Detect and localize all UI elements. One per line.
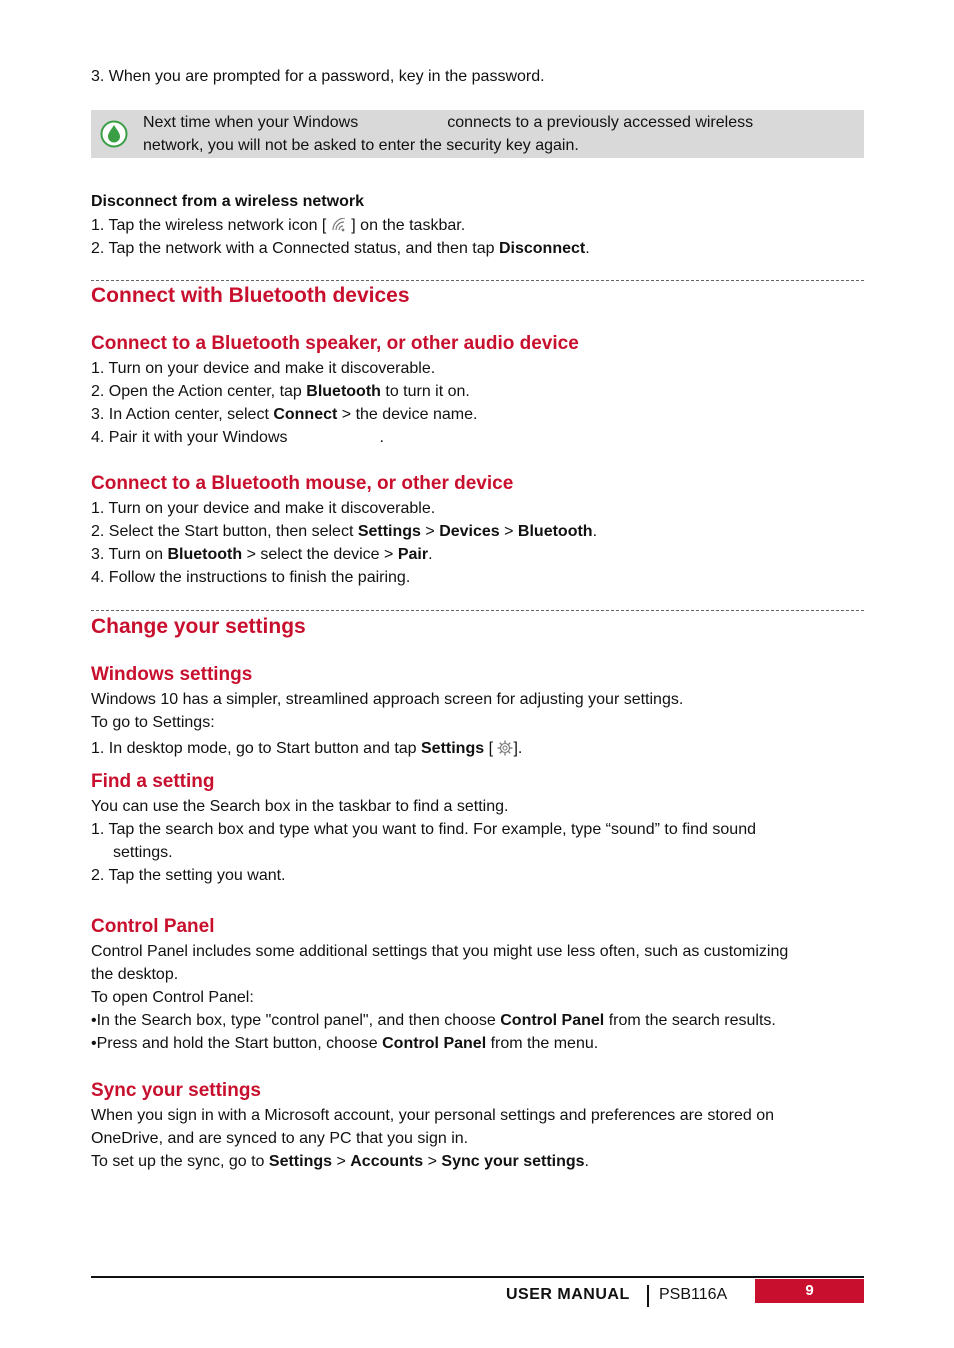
control-panel-p2: To open Control Panel: — [91, 989, 254, 1006]
control-panel-bullet-1: •In the Search box, type "control panel", and then choose Control Panel from the search results. — [91, 1012, 776, 1029]
bt-mouse-step-4: 4. Follow the instructions to finish the pairing. — [91, 569, 411, 586]
find-setting-step-1-cont: settings. — [113, 844, 173, 861]
find-setting-step-1: 1. Tap the search box and type what you want to find. For example, type “sound” to find sound — [91, 821, 756, 838]
page-number: 9 — [805, 1282, 814, 1299]
bt-audio-step-1: 1. Turn on your device and make it discoverable. — [91, 360, 436, 377]
windows-settings-p2: To go to Settings: — [91, 714, 215, 731]
wifi-icon — [331, 218, 347, 232]
control-panel-p1: Control Panel includes some additional settings that you might use less often, such as customizing — [91, 943, 789, 960]
find-setting-p1: You can use the Search box in the taskbar to find a setting. — [91, 798, 509, 815]
section-divider — [91, 280, 864, 281]
disconnect-step-2: 2. Tap the network with a Connected status, and then tap Disconnect. — [91, 240, 590, 257]
bt-mouse-step-1: 1. Turn on your device and make it discoverable. — [91, 500, 436, 517]
windows-settings-step-1: 1. In desktop mode, go to Start button and tap Settings [ ]. — [91, 740, 523, 757]
bt-mouse-step-3: 3. Turn on Bluetooth > select the device > Pair. — [91, 546, 433, 563]
bt-audio-step-3: 3. In Action center, select Connect > the device name. — [91, 406, 478, 423]
sync-settings-heading: Sync your settings — [91, 1080, 261, 1101]
bt-audio-heading: Connect to a Bluetooth speaker, or other audio device — [91, 333, 579, 354]
bt-audio-step-4: 4. Pair it with your Windows . — [91, 429, 384, 446]
green-drop-icon — [100, 120, 128, 148]
bt-mouse-heading: Connect to a Bluetooth mouse, or other device — [91, 473, 514, 494]
footer-rule — [91, 1276, 864, 1278]
sync-settings-p1: When you sign in with a Microsoft account, your personal settings and preferences are stored on — [91, 1107, 775, 1124]
footer-model: PSB116A — [659, 1286, 728, 1303]
find-setting-heading: Find a setting — [91, 771, 215, 792]
gear-icon — [497, 740, 513, 756]
windows-settings-p1: Windows 10 has a simpler, streamlined approach screen for adjusting your settings. — [91, 691, 684, 708]
note-line-1: Next time when your Windows connects to a previously accessed wireless — [143, 114, 754, 131]
section-divider — [91, 610, 864, 611]
find-setting-step-2: 2. Tap the setting you want. — [91, 867, 286, 884]
control-panel-p1-cont: the desktop. — [91, 966, 179, 983]
step-password: 3. When you are prompted for a password, key in the password. — [91, 68, 545, 85]
disconnect-step-1: 1. Tap the wireless network icon [ ] on the taskbar. — [91, 217, 466, 234]
note-box — [91, 110, 864, 158]
control-panel-heading: Control Panel — [91, 916, 215, 937]
disconnect-heading: Disconnect from a wireless network — [91, 193, 364, 210]
bt-audio-step-2: 2. Open the Action center, tap Bluetooth to turn it on. — [91, 383, 470, 400]
sync-settings-p1-cont: OneDrive, and are synced to any PC that you sign in. — [91, 1130, 469, 1147]
settings-section-title: Change your settings — [91, 615, 306, 638]
page-number-box — [755, 1279, 864, 1303]
sync-settings-p2: To set up the sync, go to Settings > Accounts > Sync your settings. — [91, 1153, 589, 1170]
note-line-2: network, you will not be asked to enter the security key again. — [143, 137, 579, 154]
footer-separator — [647, 1285, 649, 1307]
bt-mouse-step-2: 2. Select the Start button, then select Settings > Devices > Bluetooth. — [91, 523, 598, 540]
windows-settings-heading: Windows settings — [91, 664, 253, 685]
control-panel-bullet-2: •Press and hold the Start button, choose Control Panel from the menu. — [91, 1035, 599, 1052]
footer-title: USER MANUAL — [506, 1286, 630, 1303]
bluetooth-section-title: Connect with Bluetooth devices — [91, 284, 410, 307]
